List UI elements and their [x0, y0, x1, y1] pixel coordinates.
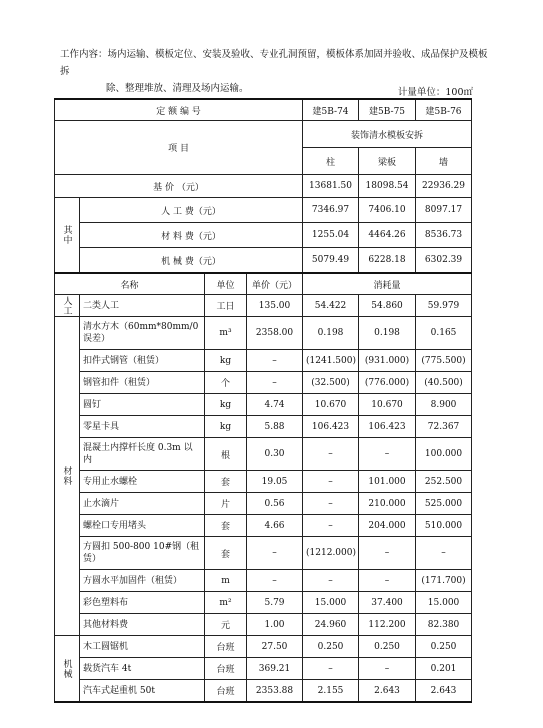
resource-unit: 套: [205, 515, 247, 537]
consumption-value: 37.400: [359, 592, 416, 614]
resource-name: 其他材料费: [80, 614, 205, 636]
consumption-value: (40.500): [416, 372, 472, 394]
resource-name: 汽车式起重机 50t: [80, 680, 205, 703]
quota-table: [54, 98, 472, 703]
cost-label: 人 工 费（元）: [80, 198, 303, 223]
resource-name: 钢管扣件（租赁）: [80, 372, 205, 394]
base-price: 18098.54: [359, 175, 416, 198]
consumption-value: 15.000: [303, 592, 359, 614]
consumption-value: 59.979: [416, 295, 472, 317]
table-row: [55, 317, 472, 350]
cost-value: 7406.10: [359, 198, 416, 223]
item-group-row: [55, 121, 472, 148]
consumption-value: 0.201: [416, 658, 472, 680]
work-content-line1: 场内运输、模板定位、安装及验收、专业孔洞预留，模板体系加固并验收、成品保护及模板拆: [60, 49, 488, 77]
resource-name: 止水滴片: [80, 493, 205, 515]
consumption-value: (1241.500): [303, 350, 359, 372]
resource-name: 专用止水螺栓: [80, 471, 205, 493]
consumption-value: –: [359, 438, 416, 471]
table-row: [55, 471, 472, 493]
resource-unit: 台班: [205, 680, 247, 703]
unit-price: –: [247, 570, 303, 592]
consumption-value: –: [303, 471, 359, 493]
quota-code: 建5B-75: [359, 99, 416, 121]
consumption-value: –: [303, 515, 359, 537]
resource-name: 扣件式钢管（租赁）: [80, 350, 205, 372]
column-header-row: [55, 273, 472, 295]
resource-name: 方圆水平加固件（租赁）: [80, 570, 205, 592]
base-price: 13681.50: [303, 175, 359, 198]
consumption-value: 10.670: [359, 394, 416, 416]
table-row: [55, 636, 472, 658]
resource-unit: m: [205, 570, 247, 592]
cost-value: 1255.04: [303, 223, 359, 248]
category-cell: [55, 295, 80, 317]
cost-value: 6302.39: [416, 248, 472, 274]
resource-unit: kg: [205, 350, 247, 372]
category-label: 机械: [61, 658, 72, 679]
column-header-consumption: 消耗量: [303, 273, 472, 295]
column-header-unit: 单位: [205, 273, 247, 295]
cost-row: [55, 198, 472, 223]
measurement-unit: 计量单位：100㎡: [397, 87, 473, 98]
quota-number-row: [55, 99, 472, 121]
among-label-cell: [55, 198, 80, 274]
consumption-value: 204.000: [359, 515, 416, 537]
consumption-value: –: [303, 570, 359, 592]
cost-row: [55, 223, 472, 248]
table-row: [55, 493, 472, 515]
table-row: [55, 372, 472, 394]
consumption-value: 0.250: [359, 636, 416, 658]
work-content-label: 工作内容：: [60, 49, 108, 60]
consumption-value: –: [303, 438, 359, 471]
consumption-value: (931.000): [359, 350, 416, 372]
consumption-value: 100.000: [416, 438, 472, 471]
resource-name: 零星卡具: [80, 416, 205, 438]
category-label: 材料: [61, 466, 72, 486]
among-label: 其中: [61, 225, 72, 245]
consumption-value: –: [359, 658, 416, 680]
resource-name: 方圆扣 500-800 10#钢（租赁）: [80, 537, 205, 570]
cost-row: [55, 248, 472, 274]
consumption-value: 0.198: [303, 317, 359, 350]
table-row: [55, 394, 472, 416]
resource-unit: kg: [205, 416, 247, 438]
consumption-value: 106.423: [303, 416, 359, 438]
work-content-line2: 除、整理堆放、清理及场内运输。: [106, 83, 249, 94]
cost-value: 6228.18: [359, 248, 416, 274]
cost-value: 7346.97: [303, 198, 359, 223]
consumption-value: –: [359, 570, 416, 592]
resource-name: 圆钉: [80, 394, 205, 416]
table-row: [55, 570, 472, 592]
consumption-value: 252.500: [416, 471, 472, 493]
unit-price: 2358.00: [247, 317, 303, 350]
unit-price: 0.30: [247, 438, 303, 471]
consumption-value: (776.000): [359, 372, 416, 394]
resource-unit: 套: [205, 471, 247, 493]
consumption-value: (775.500): [416, 350, 472, 372]
column-header-price: 单价（元）: [247, 273, 303, 295]
cost-value: 5079.49: [303, 248, 359, 274]
consumption-value: 15.000: [416, 592, 472, 614]
sub-item: 柱: [303, 148, 359, 175]
resource-unit: kg: [205, 394, 247, 416]
consumption-value: –: [303, 493, 359, 515]
base-price-label: 基 价 （元）: [55, 175, 303, 198]
table-row: [55, 416, 472, 438]
resource-unit: m³: [205, 317, 247, 350]
consumption-value: 72.367: [416, 416, 472, 438]
unit-price: 135.00: [247, 295, 303, 317]
resource-unit: 个: [205, 372, 247, 394]
table-row: [55, 680, 472, 703]
resource-unit: 台班: [205, 658, 247, 680]
table-row: [55, 295, 472, 317]
consumption-value: (32.500): [303, 372, 359, 394]
category-label: 人工: [61, 295, 72, 316]
table-row: [55, 537, 472, 570]
cost-value: 4464.26: [359, 223, 416, 248]
resource-name: 载货汽车 4t: [80, 658, 205, 680]
resource-name: 二类人工: [80, 295, 205, 317]
consumption-value: –: [303, 658, 359, 680]
consumption-value: 0.165: [416, 317, 472, 350]
resource-unit: 根: [205, 438, 247, 471]
consumption-value: 0.250: [303, 636, 359, 658]
consumption-value: 112.200: [359, 614, 416, 636]
unit-price: 27.50: [247, 636, 303, 658]
base-price-row: [55, 175, 472, 198]
quota-table-body: [55, 99, 472, 702]
consumption-value: 2.155: [303, 680, 359, 703]
sub-item: 墙: [416, 148, 472, 175]
consumption-value: 101.000: [359, 471, 416, 493]
consumption-value: 210.000: [359, 493, 416, 515]
consumption-value: 2.643: [416, 680, 472, 703]
consumption-value: 0.250: [416, 636, 472, 658]
table-row: [55, 614, 472, 636]
consumption-value: (171.700): [416, 570, 472, 592]
consumption-value: 106.423: [359, 416, 416, 438]
resource-unit: 工日: [205, 295, 247, 317]
column-header-name: 名称: [55, 273, 205, 295]
quota-code: 建5B-76: [416, 99, 472, 121]
unit-price: 369.21: [247, 658, 303, 680]
cost-label: 材 料 费（元）: [80, 223, 303, 248]
resource-unit: 套: [205, 537, 247, 570]
consumption-value: 8.900: [416, 394, 472, 416]
resource-unit: 片: [205, 493, 247, 515]
cost-label: 机 械 费（元）: [80, 248, 303, 274]
table-row: [55, 438, 472, 471]
category-cell: [55, 636, 80, 703]
consumption-value: 54.422: [303, 295, 359, 317]
resource-name: 木工圆锯机: [80, 636, 205, 658]
base-price: 22936.29: [416, 175, 472, 198]
item-label: 项 目: [55, 121, 303, 175]
unit-price: 19.05: [247, 471, 303, 493]
consumption-value: (1212.000): [303, 537, 359, 570]
unit-price: 4.74: [247, 394, 303, 416]
resource-unit: 元: [205, 614, 247, 636]
table-row: [55, 592, 472, 614]
unit-price: –: [247, 372, 303, 394]
unit-price: 2353.88: [247, 680, 303, 703]
resource-name: 清水方木（60mm*80mm/0 误差）: [80, 317, 205, 350]
consumption-value: –: [359, 537, 416, 570]
group-title: 装饰清水模板安拆: [303, 121, 472, 148]
unit-price: 0.56: [247, 493, 303, 515]
quota-number-label: 定 额 编 号: [55, 99, 303, 121]
consumption-value: –: [416, 537, 472, 570]
unit-price: 1.00: [247, 614, 303, 636]
table-row: [55, 350, 472, 372]
resource-unit: m²: [205, 592, 247, 614]
quota-code: 建5B-74: [303, 99, 359, 121]
resource-name: 彩色塑料布: [80, 592, 205, 614]
category-cell: [55, 317, 80, 636]
unit-price: 4.66: [247, 515, 303, 537]
consumption-value: 54.860: [359, 295, 416, 317]
consumption-value: 525.000: [416, 493, 472, 515]
consumption-value: 24.960: [303, 614, 359, 636]
consumption-value: 2.643: [359, 680, 416, 703]
consumption-value: 82.380: [416, 614, 472, 636]
consumption-value: 10.670: [303, 394, 359, 416]
consumption-value: 510.000: [416, 515, 472, 537]
unit-price: 5.79: [247, 592, 303, 614]
table-row: [55, 515, 472, 537]
cost-value: 8097.17: [416, 198, 472, 223]
unit-price: 5.88: [247, 416, 303, 438]
cost-value: 8536.73: [416, 223, 472, 248]
unit-price: –: [247, 537, 303, 570]
sub-item: 梁板: [359, 148, 416, 175]
unit-price: –: [247, 350, 303, 372]
consumption-value: 0.198: [359, 317, 416, 350]
table-row: [55, 658, 472, 680]
resource-name: 螺栓口专用堵头: [80, 515, 205, 537]
resource-name: 混凝土内撑杆长度 0.3m 以内: [80, 438, 205, 471]
resource-unit: 台班: [205, 636, 247, 658]
